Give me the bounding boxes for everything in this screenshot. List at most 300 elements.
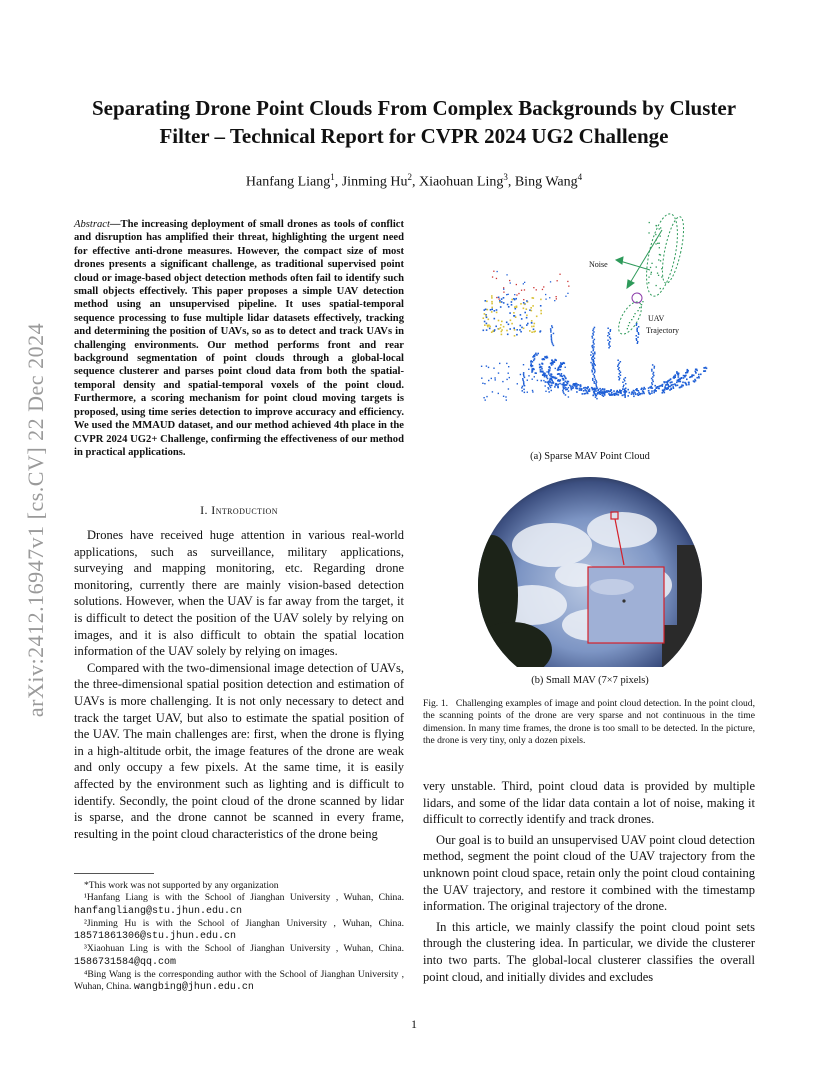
cloud-point [548,388,550,390]
cloud-point [592,333,594,335]
cloud-point [562,390,564,392]
cloud-point [563,362,565,364]
cloud-point [533,329,535,331]
cloud-point [483,317,485,319]
cloud-point [636,340,638,342]
cloud-point [593,331,595,333]
cloud-point [593,348,595,350]
cloud-point [554,300,555,301]
cloud-point [499,298,500,299]
cloud-point [548,383,549,384]
cloud-point [487,309,489,311]
cloud-point [592,371,594,373]
cloud-point [593,350,595,352]
cloud-point [551,359,553,361]
cloud-point [666,387,668,389]
section-heading-text: I. Introduction [200,503,278,517]
cloud-point [608,347,610,349]
cloud-point [488,367,489,368]
cloud-point [624,391,626,393]
arxiv-id: arXiv:2412.16947v1 [cs.CV] 22 Dec 2024 [23,322,48,718]
cloud-point [523,308,525,310]
cloud-point [590,362,592,364]
cloud-point [642,301,643,302]
cloud-point [638,332,640,334]
cloud-point [506,363,507,364]
cloud-point [596,384,598,386]
cloud-point [579,388,581,390]
cloud-point [594,370,596,372]
cloud-point [540,299,542,301]
cloud-point [550,363,552,365]
abstract [74,218,404,459]
cloud-point [618,394,620,396]
cloud-point [595,389,597,391]
cloud-point [567,281,568,282]
cloud-point [551,364,553,366]
cloud-point [499,302,501,304]
cloud-point [680,381,682,383]
cloud-point [621,390,623,392]
cloud-point [657,243,658,244]
cloud-point [498,320,500,322]
cloud-point [637,393,639,395]
author: Xiaohuan Ling [418,174,504,190]
cloud-point [598,393,600,395]
cloud-point [624,394,626,396]
cloud-point [695,372,697,374]
footnote-email[interactable]: hanfangliang@stu.jhun.edu.cn [74,905,243,917]
cloud-point [686,379,688,381]
cloud-point [620,375,622,377]
page-number: 1 [411,1017,417,1031]
cloud-point [575,387,577,389]
cloud-point [636,335,638,337]
cloud-point [514,306,516,308]
cloud-point [498,297,500,299]
cloud-point [513,315,515,317]
cloud-point [648,282,649,283]
cloud-point [662,384,664,386]
figure-caption-text: Challenging examples of image and point cloud detection. In the point cloud, the scanning points of the drone are very sparse and not continuous in the time dimension. In many time frames, the drone is too small to be detected. In the picture, the drone is very tiny, only a dozen pixels. [423,698,755,747]
cloud-point [520,374,521,375]
cloud-point [601,392,603,394]
cloud-point [636,323,638,325]
cloud-point [543,380,544,381]
cloud-point [658,275,659,276]
cloud-point [587,388,589,390]
cloud-point [671,388,673,390]
cloud-point [560,366,561,367]
cloud-point [508,366,509,367]
cloud-point [490,309,492,311]
cloud-point [660,227,661,228]
cloud-point [503,292,504,293]
cloud-point [610,331,612,333]
cloud-point [549,297,550,298]
cloud-point [599,388,601,390]
cloud-point [539,367,541,369]
cloud-point [641,304,642,305]
cloud-point [522,378,524,380]
cloud-point [681,378,683,380]
footnote-email[interactable]: wangbing@jhun.edu.cn [133,982,254,994]
cloud-point [558,373,559,374]
cloud-point [585,393,587,395]
cloud-point [655,243,656,244]
cloud-point [593,373,595,375]
cloud-point [524,289,525,290]
cloud-point [623,386,625,388]
cloud-point [520,331,522,333]
cloud-point [595,390,597,392]
cloud-point [678,379,680,381]
cloud-point [563,384,565,386]
cloud-point [619,389,621,391]
footnotes [74,880,404,995]
section-heading [74,503,404,518]
cloud-point [546,371,547,372]
cloud-point [557,280,558,281]
cloud-point [536,354,538,356]
cloud-point [507,304,509,306]
cloud-point [494,377,495,378]
body-paragraph: Our goal is to build an unsupervised UAV point cloud detection method, segment the point cloud of the UAV trajectory from the unknown point cloud space, retain only the point cloud containing the UAV trajectory, and restore it combined with the timestamp information. The original trajectory of the drone. [423,832,755,914]
cloud-point [637,328,639,330]
cloud-point [503,287,504,288]
cloud-point [602,394,604,396]
cloud-point [651,370,653,372]
cloud-point [489,328,491,330]
cloud-point [500,324,502,326]
author-mark: 3 [503,172,508,182]
cloud-point [528,369,529,370]
footnote-email[interactable]: 1586731584@qq.com [74,956,177,968]
cloud-point [535,353,537,355]
cloud-point [567,293,568,294]
cloud-point [526,324,528,326]
cloud-point [652,384,654,386]
cloud-point [649,222,650,223]
cloud-point [508,388,509,389]
cloud-point [610,338,612,340]
cloud-point [492,276,493,277]
cloud-point [491,295,493,297]
cloud-point [487,326,489,328]
cloud-point [623,385,625,387]
cloud-point [620,372,622,374]
cloud-point [486,317,488,319]
cloud-point [675,374,677,376]
cloud-point [545,391,546,392]
footnote [74,969,404,995]
cloud-point [650,267,651,268]
cloud-point [551,336,553,338]
cloud-point [563,388,565,390]
cloud-point [650,274,651,275]
cloud-point [648,387,650,389]
author-mark: 2 [407,172,412,182]
cloud-point [554,359,556,361]
cloud-point [519,329,521,331]
cloud-point [532,379,533,380]
cloud-point [552,343,554,345]
cloud-point [610,389,612,391]
fisheye-sky-image [472,475,708,667]
cloud-point [565,394,567,396]
cloud-point [549,369,550,370]
cloud-point [568,387,569,388]
cloud-point [551,340,553,342]
footnote [74,880,404,892]
cloud-point [587,386,589,388]
cloud-point [659,243,660,244]
cloud-point [656,266,657,267]
cloud-point [551,374,553,376]
cloud-point [674,377,676,379]
cloud-point [488,319,490,321]
cloud-point [635,394,637,396]
cloud-point [491,301,493,303]
cloud-point [549,385,551,387]
cloud-point [593,334,595,336]
cloud-point [541,371,543,373]
cloud-point [597,392,599,394]
cloud-point [565,367,566,368]
cloud-point [698,377,700,379]
author: Jinming Hu [341,174,408,190]
cloud-point [670,379,672,381]
cloud-point [514,299,516,301]
cloud-point [664,382,666,384]
cloud-point [594,352,596,354]
cloud-point [560,375,562,377]
cloud-point [513,312,515,314]
cloud-point [637,343,639,345]
cloud-point [636,338,638,340]
cloud-point [527,380,528,381]
cloud-point [521,327,523,329]
cloud-point [593,340,595,342]
cloud-point [509,312,511,314]
cloud-point [682,382,684,384]
cloud-point [641,393,643,395]
cloud-point [619,370,621,372]
title-line-2: Filter – Technical Report for CVPR 2024 UG2 Challenge [159,124,669,148]
cloud-point [565,387,567,389]
cloud-point [515,308,517,310]
footnote-text: ²Jinming Hu is with the School of Jianghan University , Wuhan, China. [84,917,404,929]
cloud-point [657,273,658,274]
cloud-point [550,330,552,332]
cloud-point [559,383,561,385]
cloud-point [592,363,594,365]
cloud-point [625,377,627,379]
cloud-point [557,369,559,371]
cloud-point [550,281,551,282]
cloud-point [533,326,535,328]
cloud-point [556,298,557,299]
cloud-point [540,330,542,332]
cloud-point [481,378,482,379]
cloud-point [658,386,660,388]
cloud-point [659,254,660,255]
cloud-point [533,360,535,362]
cloud-point [667,383,669,385]
cloud-point [491,309,493,311]
cloud-point [501,301,503,303]
cloud-point [488,380,489,381]
cloud-point [516,284,517,285]
cloud-point [596,398,598,400]
cloud-point [568,390,570,392]
cloud-point [527,392,528,393]
cloud-point [651,378,653,380]
footnote [74,892,404,918]
cloud-point [684,382,686,384]
cloud-point [698,374,700,376]
cloud-point [493,271,494,272]
cloud-point [491,307,493,309]
cloud-point [595,383,597,385]
cloud-point [672,384,674,386]
cloud-point [631,393,633,395]
cloud-point [542,359,544,361]
cloud-point [627,328,628,329]
cloud-point [631,391,633,393]
author-separator: , [334,174,342,190]
cloud-point [638,326,640,328]
abstract-text: —The increasing deployment of small drones as tools of conflict and disruption has amplified their threat, highlighting the urgent need for effective anti-drone measures. However, the compact size of most drones presents a significant challenge, as traditional supervised point cloud or image-based object detection methods often fail to identify such small objects effectively. This paper proposes a simple UAV detection method using an unsupervised pipeline. It uses spatial-temporal sequence processing to fuse multiple lidar datasets effectively, tracking and determining the position of UAVs, so as to detect and track UAVs in challenging environments. Our method performs front and rear background segmentation of point clouds through a global-local sequence clusterer and parses point cloud data from both the spatial-temporal density and spatial-temporal voxels of the point cloud. Furthermore, a scoring mechanism for point cloud moving targets is proposed, using time series detection to improve accuracy and efficiency. We used the MMAUD dataset, and our method achieved 4th place in the CVPR 2024 UG2+ Challenge, confirming the effectiveness of our method in practical applications. [74,219,404,458]
cloud-point [523,374,525,376]
cloud-point [523,302,525,304]
cloud-point [704,367,706,369]
cloud-point [653,392,655,394]
cloud-point [497,271,498,272]
cloud-point [656,239,657,240]
author-mark: 4 [577,172,583,182]
cloud-point [483,397,484,398]
cloud-point [568,396,569,397]
cloud-point [706,368,708,370]
cloud-point [595,393,597,395]
cloud-point [561,373,563,375]
cloud-point [498,393,499,394]
cloud-point [593,366,595,368]
cloud-point [516,294,517,295]
trajectory-label: Trajectory [646,326,680,335]
cloud-point [576,385,578,387]
cloud-point [517,383,518,384]
cloud-point [554,386,556,388]
footnote-email[interactable]: 18571861306@stu.jhun.edu.cn [74,931,237,943]
cloud-point [548,391,550,393]
cloud-point [541,380,543,382]
cloud-point [484,313,486,315]
cloud-point [604,388,606,390]
cloud-point [501,298,503,300]
cloud-point [595,378,597,380]
intro-left-column [74,527,404,842]
body-paragraph: very unstable. Third, point cloud data is provided by multiple lidars, and some of the lidar data contain a lot of noise, making it difficult to correctly identify and track drones. [423,779,755,827]
footnote [74,943,404,969]
cloud-point [653,372,655,374]
cloud-point [506,330,508,332]
noise-label: Noise [589,260,608,269]
cloud-point [524,385,525,386]
author: Hanfang Liang [245,174,331,190]
drone-dot [622,599,625,602]
cloud-point [549,381,551,383]
cloud-point [675,384,677,386]
cloud-point [654,366,656,368]
cloud-point [644,388,646,390]
cloud-point [494,310,496,312]
cloud-point [510,320,512,322]
cloud-point [503,302,505,304]
cloud-point [541,368,543,370]
cloud-point [493,368,494,369]
cloud-point [633,316,634,317]
cloud-point [603,393,605,395]
cloud-point [618,376,620,378]
arxiv-stamp [16,285,56,755]
cloud-point [547,378,549,380]
cloud-point [611,392,613,394]
cloud-point [686,384,688,386]
cloud-point [643,388,645,390]
cloud-point [503,326,505,328]
cloud-point [659,228,660,229]
cloud-point [551,334,553,336]
cloud-point [520,314,522,316]
cloud-point [545,381,547,383]
cloud-point [531,371,533,373]
cloud-point [639,307,640,308]
cloud-point [529,330,531,332]
cloud-point [491,303,493,305]
cloud-point [688,384,690,386]
cloud-point [592,330,594,332]
cloud-point [624,397,626,399]
cloud-point [636,325,638,327]
cloud-point [619,378,621,380]
cloud-point [526,308,528,310]
cloud-point [591,370,593,372]
cloud-point [484,321,486,323]
cloud-point [565,381,567,383]
cloud-point [652,364,654,366]
cloud-point [532,368,534,370]
cloud-point [570,387,572,389]
cloud-point [532,297,534,299]
cloud-point [534,356,536,358]
footnote-text: ⁴Bing Wang is the corresponding author with the School of Jianghan University , Wuhan, China. [74,969,404,993]
cloud-point [506,294,507,295]
cloud-point [594,376,596,378]
cloud-point [593,343,595,345]
body-paragraph: Drones have received huge attention in various real-world applications, such as surveillance, military applications, surveying and mapping monitoring, etc. Regarding drone monitoring, currently there are mainly vision-based detection solutions. However, when the UAV is far away from the target, it is difficult to detect the position of the UAV solely by relying on images, and it is also difficult to obtain the spatial location information of the UAV solely by relying on images. [74,528,404,659]
cloud-point [609,334,611,336]
cloud-point [584,389,586,391]
cloud-point [595,380,597,382]
zoom-inset [588,567,664,643]
cloud-point [505,396,506,397]
cloud-point [557,384,559,386]
cloud-point [591,351,593,353]
cloud-point [523,383,525,385]
cloud-point [643,393,645,395]
